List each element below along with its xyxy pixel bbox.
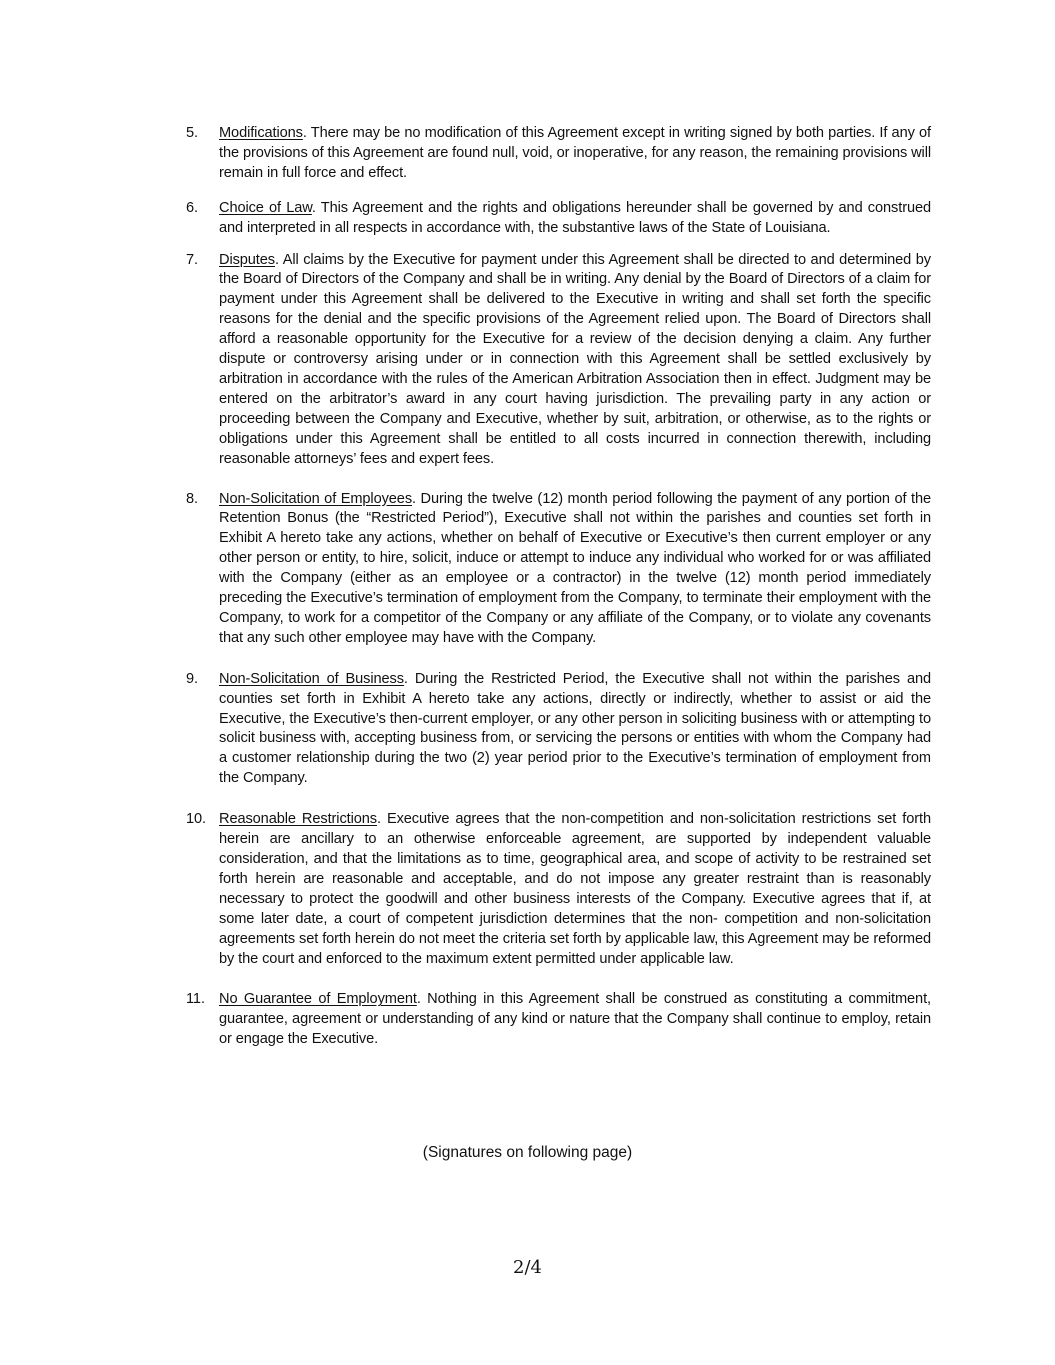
clause-text: . This Agreement and the rights and obligations hereunder shall be governed by and construed and interpreted in all respects in accordance with, the substantive laws of the State of Louisiana. xyxy=(219,199,931,236)
clause-non-solicitation-business xyxy=(186,670,931,789)
clause-number: 6. xyxy=(186,199,198,216)
clause-non-solicitation-employees xyxy=(186,490,931,649)
clause-text: . During the twelve (12) month period following the payment of any portion of the Retention Bonus (the “Restricted Period”), Executive shall not within the parishes and counties set forth in Exhibit A hereto take any actions, whether on behalf of Executive or Executive’s then current employer or any other person or entity, to hire, solicit, induce or attempt to induce any individual who worked for or was affiliated with the Company (either as an employee or a contractor) in the twelve (12) month period immediately preceding the Executive’s termination of employment from the Company, to terminate their employment with the Company, to work for a competitor of the Company or any affiliate of the Company, or to violate any covenants that any such other employee may have with the Company. xyxy=(219,490,931,646)
clause-text: . All claims by the Executive for payment under this Agreement shall be directed to and determined by the Board of Directors of the Company and shall be in writing. Any denial by the Board of Directors of a claim for payment under this Agreement shall be delivered to the Executive in writing and shall set forth the specific reasons for the denial and the specific provisions of the Agreement relied upon. The Board of Directors shall afford a reasonable opportunity for the Executive for a review of the decision denying a claim. Any further dispute or controversy arising under or in connection with this Agreement shall be settled exclusively by arbitration in accordance with the rules of the American Arbitration Association then in effect. Judgment may be entered on the arbitrator’s award in any court having jurisdiction. The prevailing party in any action or proceeding between the Company and Executive, whether by suit, arbitration, or otherwise, as to the rights or obligations under this Agreement shall be entitled to all costs incurred in connection therewith, including reasonable attorneys’ fees and expert fees. xyxy=(219,251,931,467)
clause-number: 11. xyxy=(186,991,205,1008)
clause-text: . During the Restricted Period, the Executive shall not within the parishes and counties set forth in Exhibit A hereto take any actions, directly or indirectly, whether to assist or aid the Executive, the Executive’s then-current employer, or any other person in soliciting business with or attempting to solicit business with, accepting business from, or servicing the persons or entities with whom the Company had a customer relationship during the two (2) year period prior to the Executive’s termination of employment from the Company. xyxy=(219,670,931,787)
clause-number: 7. xyxy=(186,251,198,268)
clause-heading: Disputes xyxy=(219,251,275,268)
clause-number: 10. xyxy=(186,811,206,828)
clause-heading: Non-Solicitation of Business xyxy=(219,670,404,687)
clause-reasonable-restrictions xyxy=(186,810,931,969)
clause-heading: Non-Solicitation of Employees xyxy=(219,490,413,507)
clause-modifications xyxy=(186,124,931,184)
signatures-continuation-note: (Signatures on following page) xyxy=(422,1144,633,1161)
page-number: 2/4 xyxy=(513,1257,542,1278)
clause-number: 9. xyxy=(186,670,198,687)
clause-text: . There may be no modification of this Agreement except in writing signed by both parties. If any of the provisions of this Agreement are found null, void, or inoperative, for any reason, the remaining provisions will remain in full force and effect. xyxy=(219,125,931,181)
clause-heading: No Guarantee of Employment xyxy=(219,991,417,1008)
clause-no-guarantee-employment xyxy=(186,990,931,1050)
clause-heading: Choice of Law xyxy=(219,199,312,216)
clause-disputes xyxy=(186,251,931,470)
clause-heading: Modifications xyxy=(219,125,303,141)
clause-text: . Nothing in this Agreement shall be construed as constituting a commitment, guarantee, agreement or understanding of any kind or nature that the Company shall continue to employ, retain or engage the Executive. xyxy=(219,991,931,1048)
clause-heading: Reasonable Restrictions xyxy=(219,811,377,828)
clause-choice-of-law xyxy=(186,199,931,239)
clause-text: . Executive agrees that the non-competition and non-solicitation restrictions set forth herein are ancillary to an otherwise enforceable agreement, are supported by independent valuable consideration, and that the limitations as to time, geographical area, and scope of activity to be restrained set forth herein are reasonable and acceptable, and do not impose any greater restraint than is reasonably necessary to protect the goodwill and other business interests of the Company. Executive agrees that if, at some later date, a court of competent jurisdiction determines that the non- competition and non-solicitation agreements set forth herein do not meet the criteria set forth by applicable law, this Agreement may be reformed by the court and enforced to the maximum extent permitted under applicable law. xyxy=(219,811,931,967)
clause-list xyxy=(186,124,931,1050)
clause-number: 5. xyxy=(186,125,198,141)
clause-number: 8. xyxy=(186,490,198,507)
